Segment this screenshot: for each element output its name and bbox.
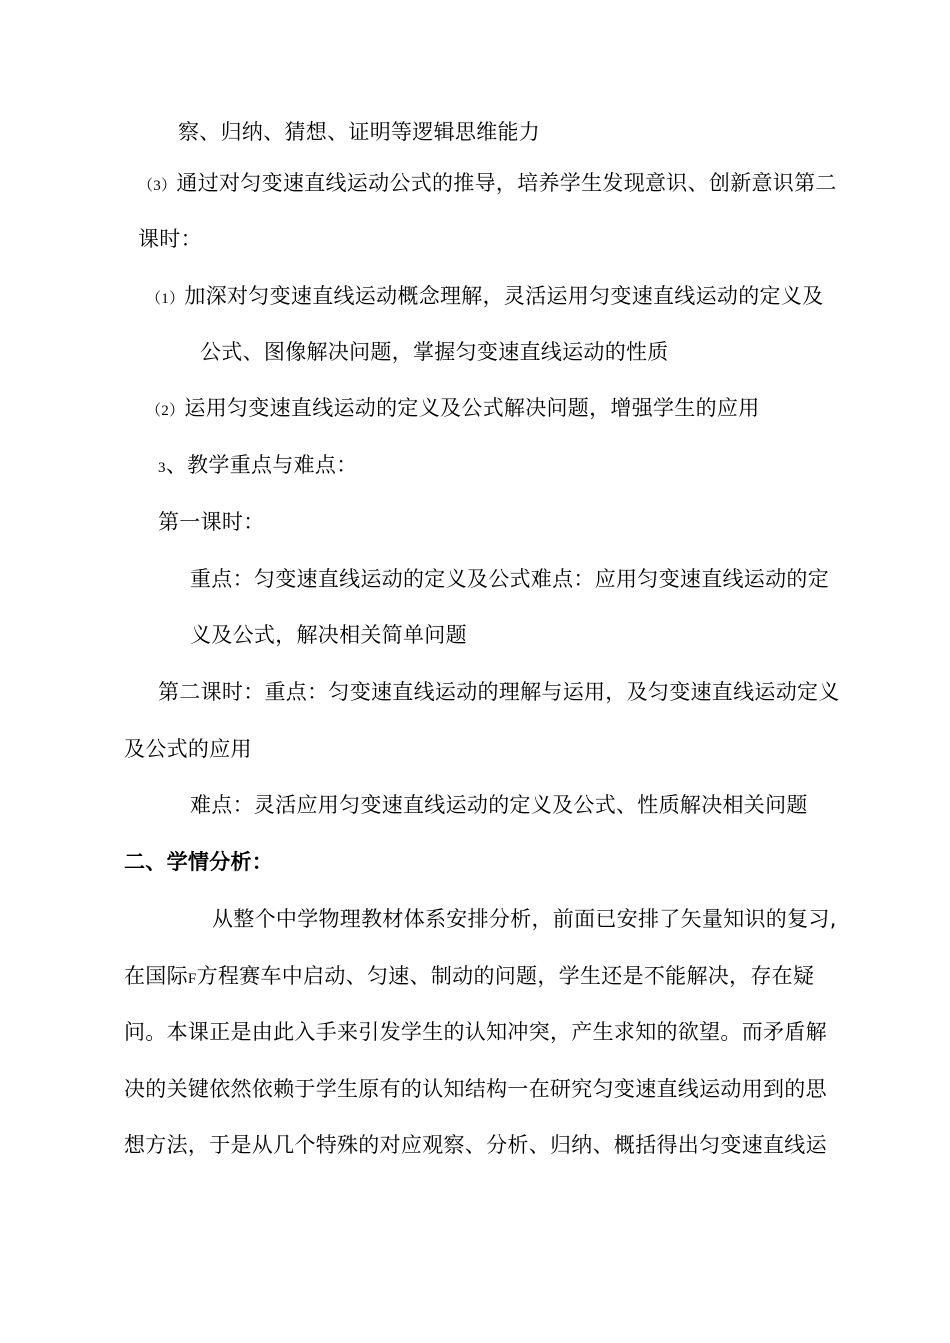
line-text: 义及公式，解决相关简单问题 <box>190 623 467 647</box>
line-text: 决的关键依然依赖于学生原有的认知结构一在研究匀变速直线运动用到的思 <box>124 1077 827 1101</box>
line-text: 课时： <box>138 227 202 251</box>
paragraph-line <box>190 565 829 593</box>
line-text: 在国际 <box>124 964 188 988</box>
paragraph-line <box>190 621 467 649</box>
section-title <box>124 848 273 876</box>
paragraph-line <box>138 225 202 253</box>
line-text: 问。本课正是由此入手来引发学生的认知冲突，产生求知的欲望。而矛盾解 <box>124 1020 827 1044</box>
section-heading <box>158 451 358 482</box>
line-text: 从整个中学物理教材体系安排分析，前面已安排了矢量知识的复习, <box>212 907 837 931</box>
line-text: 、教学重点与难点： <box>165 453 358 477</box>
paragraph-line <box>200 338 669 366</box>
paragraph-line <box>158 678 840 706</box>
inline-letter: F <box>187 971 197 987</box>
line-text: 方程赛车中启动、匀速、制动的问题，学生还是不能解决，存在疑 <box>196 964 815 988</box>
line-text: 想方法，于是从几个特殊的对应观察、分析、归纳、概括得出匀变速直线运 <box>124 1133 827 1157</box>
list-number: （3） <box>138 178 177 194</box>
list-number: （1） <box>146 291 185 307</box>
paragraph-line <box>212 905 837 933</box>
line-text: 通过对匀变速直线运动公式的推导，培养学生发现意识、创新意识第二 <box>176 171 837 195</box>
line-text: 公式、图像解决问题，掌握匀变速直线运动的性质 <box>200 340 669 364</box>
list-item <box>146 282 823 313</box>
section-number: 3 <box>158 460 166 476</box>
line-text: 运用匀变速直线运动的定义及公式解决问题，增强学生的应用 <box>184 396 760 420</box>
line-text: 及公式的应用 <box>124 737 252 761</box>
paragraph-line <box>178 118 540 146</box>
list-number: （2） <box>146 403 185 419</box>
line-text: 重点：匀变速直线运动的定义及公式难点：应用匀变速直线运动的定 <box>190 567 829 591</box>
list-item <box>138 169 837 200</box>
line-text: 第一课时： <box>158 510 265 534</box>
line-text: 第二课时：重点：匀变速直线运动的理解与运用，及匀变速直线运动定义 <box>158 680 840 704</box>
paragraph-line <box>190 791 808 819</box>
list-item <box>146 394 760 425</box>
paragraph-line <box>124 1075 827 1103</box>
line-text: 二、学情分析： <box>124 850 274 874</box>
paragraph-line <box>124 962 814 993</box>
paragraph-line <box>124 735 252 763</box>
line-text: 难点：灵活应用匀变速直线运动的定义及公式、性质解决相关问题 <box>190 793 808 817</box>
paragraph-line <box>158 508 265 536</box>
line-text: 察、归纳、猜想、证明等逻辑思维能力 <box>178 120 541 144</box>
paragraph-line <box>124 1018 827 1046</box>
paragraph-line <box>124 1131 827 1159</box>
line-text: 加深对匀变速直线运动概念理解，灵活运用匀变速直线运动的定义及 <box>184 284 824 308</box>
